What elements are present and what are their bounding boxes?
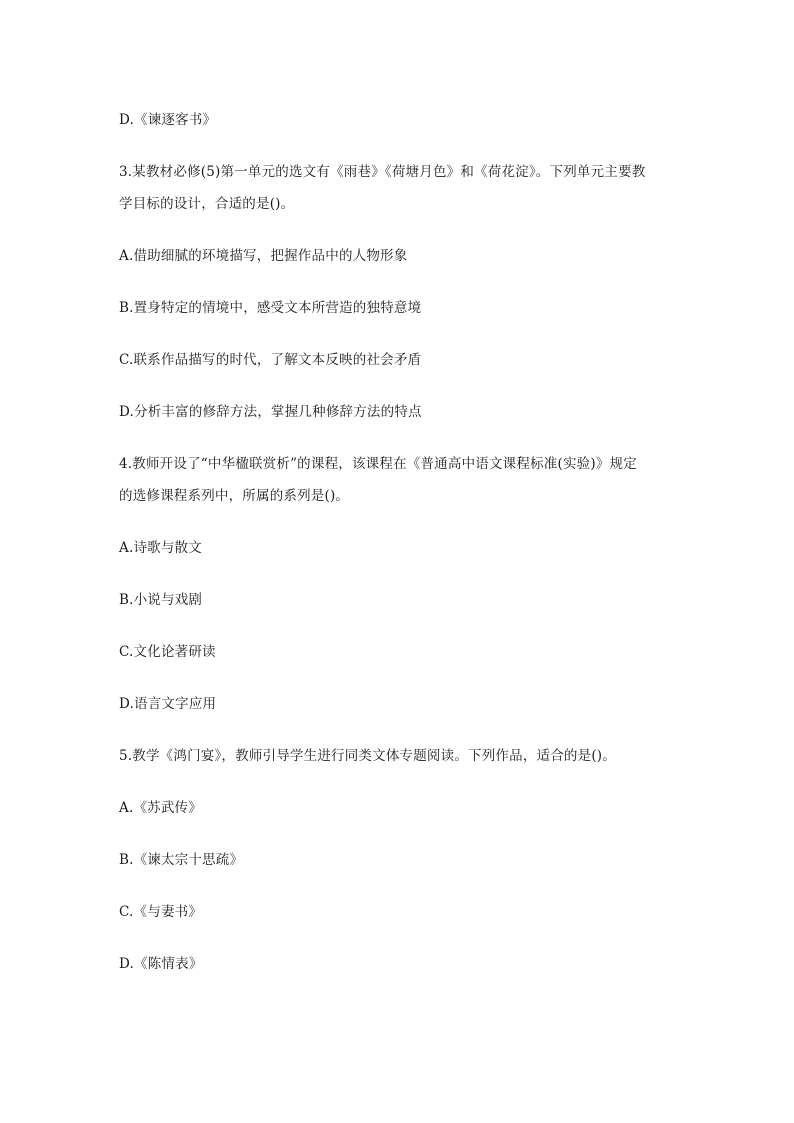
q4-option-a: A.诗歌与散文 [119,540,202,556]
q5-option-b: B.《谏太宗十思疏》 [119,852,244,868]
q4-stem-line-2: 的选修课程系列中，所属的系列是()。 [119,488,350,504]
q5-option-a: A.《苏武传》 [119,800,202,816]
q3-stem-line-2: 学目标的设计，合适的是()。 [119,196,295,212]
q4-option-c: C.文化论著研读 [119,644,216,660]
q4-option-d: D.语言文字应用 [119,696,217,712]
q3-option-b: B.置身特定的情境中，感受文本所营造的独特意境 [119,300,422,316]
q4-option-b: B.小说与戏剧 [119,592,203,608]
q3-option-a: A.借助细腻的环境描写，把握作品中的人物形象 [119,248,408,264]
q4-stem-line-1: 4.教师开设了“中华楹联赏析”的课程，该课程在《普通高中语文课程标准(实验)》规定 [119,456,637,472]
q3-option-d: D.分析丰富的修辞方法，掌握几种修辞方法的特点 [119,404,422,420]
q3-stem-line-1: 3.某教材必修(5)第一单元的选文有《雨巷》《荷塘月色》和《荷花淀》。下列单元主要教 [119,164,646,180]
q2-option-d: D.《谏逐客书》 [119,112,217,128]
q5-stem-line-1: 5.教学《鸿门宴》，教师引导学生进行同类文体专题阅读。下列作品，适合的是()。 [119,748,616,764]
q3-option-c: C.联系作品描写的时代，了解文本反映的社会矛盾 [119,352,422,368]
q5-option-c: C.《与妻书》 [119,904,203,920]
q5-option-d: D.《陈情表》 [119,956,203,972]
